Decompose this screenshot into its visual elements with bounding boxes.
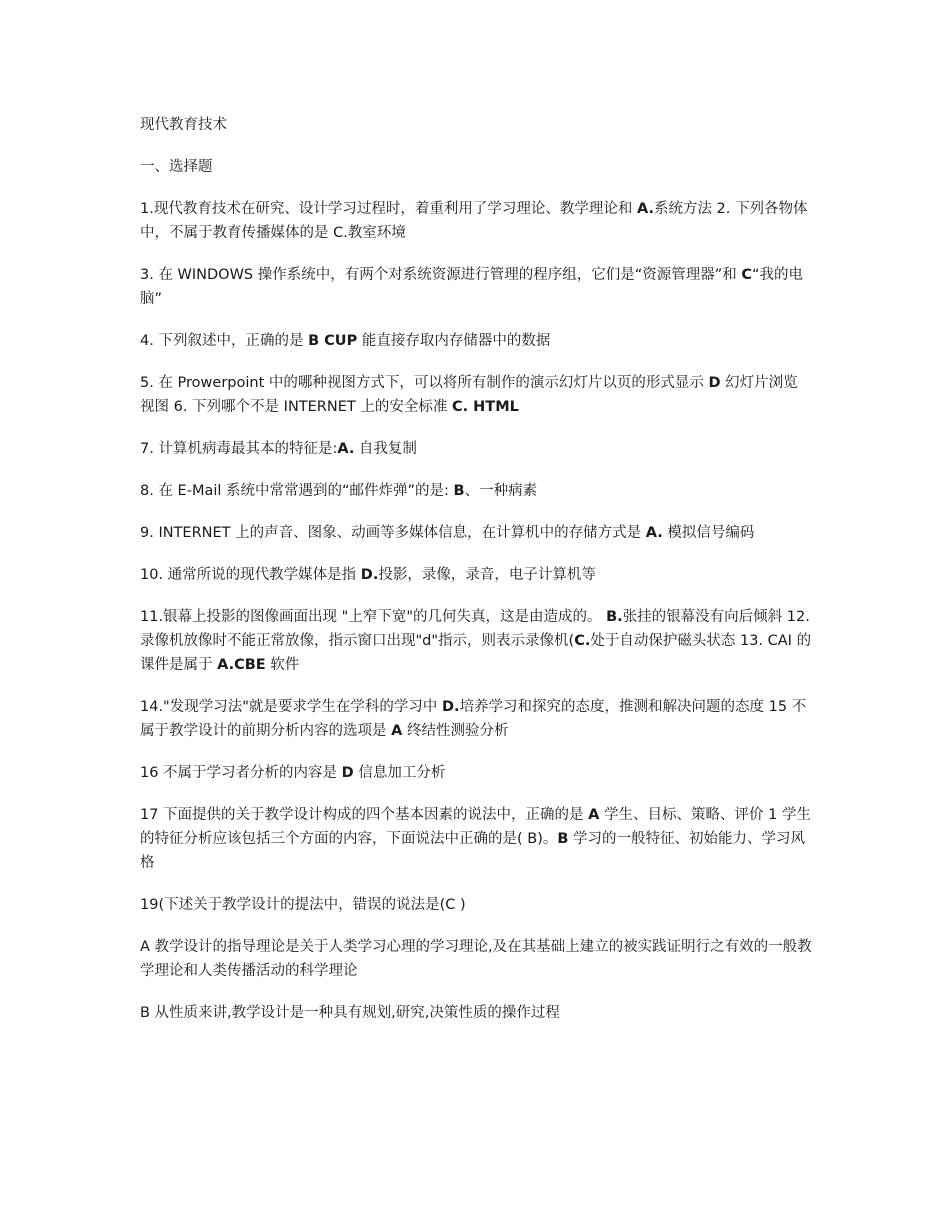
- question-paragraph-q14-15: [140, 695, 812, 743]
- question-text: 8. 在 E-Mail 系统中常常遇到的“邮件炸弹”的是:: [140, 483, 454, 499]
- answer-label: A: [588, 807, 600, 823]
- answer-label: A.: [645, 525, 663, 541]
- answer-label: C. HTML: [451, 399, 519, 415]
- question-text: 投影，录像，录音，电子计算机等: [378, 567, 596, 583]
- question-text: 16 不属于学习者分析的内容是: [140, 765, 342, 781]
- question-text: 幻灯片浏览视图 6. 下列哪个不是 INTERNET 上的安全标准: [140, 375, 798, 415]
- question-text: 模拟信号编码: [662, 525, 755, 541]
- answer-label: D: [341, 765, 354, 781]
- question-text: 17 下面提供的关于教学设计构成的四个基本因素的说法中，正确的是: [140, 807, 589, 823]
- question-paragraph-q1-2: [140, 197, 812, 245]
- answer-label: C.: [574, 633, 591, 649]
- question-text: 11.银幕上投影的图像画面出现 "上窄下宽"的几何失真，这是由造成的。: [140, 609, 607, 625]
- question-text: 学习的一般特征、初始能力、学习风格: [140, 831, 806, 871]
- answer-label: A.: [337, 441, 355, 457]
- question-text: A 教学设计的指导理论是关于人类学习心理的学习理论,及在其基础上建立的被实践证明行之有效的一般教学理论和人类传播活动的科学理论: [140, 939, 812, 979]
- document-page: [140, 113, 812, 1043]
- answer-label: D: [708, 375, 721, 391]
- question-paragraph-q11-13: [140, 605, 812, 677]
- question-paragraph-q8: [140, 479, 812, 503]
- question-text: 、一种病素: [464, 483, 538, 499]
- question-paragraph-q10: [140, 563, 812, 587]
- answer-label: D.: [360, 567, 379, 583]
- question-text: 系统方法 2. 下列各物体中，不属于教育传播媒体的是 C.教室环境: [140, 201, 808, 241]
- question-paragraph-q4: [140, 329, 812, 353]
- question-text: 终结性测验分析: [402, 723, 509, 739]
- question-text: 3. 在 WINDOWS 操作系统中，有两个对系统资源进行管理的程序组，它们是“资源管理器”和: [140, 267, 742, 283]
- question-text: 9. INTERNET 上的声音、图象、动画等多媒体信息，在计算机中的存储方式是: [140, 525, 646, 541]
- question-text: 能直接存取内存储器中的数据: [357, 333, 551, 349]
- question-paragraph-q16: [140, 761, 812, 785]
- question-text: 7. 计算机病毒最其本的特征是:: [140, 441, 338, 457]
- question-paragraph-q19-b: [140, 1001, 812, 1025]
- question-text: 4. 下列叙述中，正确的是: [140, 333, 309, 349]
- question-text: 自我复制: [354, 441, 417, 457]
- question-text: 1.现代教育技术在研究、设计学习过程时，着重利用了学习理论、教学理论和: [140, 201, 637, 217]
- question-paragraph-q19: [140, 893, 812, 917]
- question-text: 处于自动保护磁头状态 13. CAI 的课件是属于: [140, 633, 812, 673]
- answer-label: D.: [442, 699, 460, 715]
- question-text: 14."发现学习法"就是要求学生在学科的学习中: [140, 699, 443, 715]
- question-text: 培养学习和探究的态度，推测和解决问题的态度 15 不属于教学设计的前期分析内容的选项是: [140, 699, 807, 739]
- answer-label: B.: [606, 609, 623, 625]
- question-text: “我的电脑”: [140, 267, 804, 307]
- answer-label: A.CBE: [217, 657, 266, 673]
- answer-label: B: [453, 483, 465, 499]
- question-text: 10. 通常所说的现代教学媒体是指: [140, 567, 361, 583]
- question-text: 5. 在 Prowerpoint 中的哪种视图方式下，可以将所有制作的演示幻灯片以页的形式显示: [140, 375, 709, 391]
- question-text: 19(下述关于教学设计的提法中，错误的说法是(C ): [140, 897, 466, 913]
- question-text: 软件: [265, 657, 300, 673]
- question-text: 信息加工分析: [353, 765, 446, 781]
- section-heading: 一、选择题: [140, 159, 213, 175]
- question-list: [140, 197, 812, 1025]
- answer-label: A.: [636, 201, 654, 217]
- answer-label: C: [741, 267, 753, 283]
- answer-label: A: [391, 723, 403, 739]
- question-paragraph-q5-6: [140, 371, 812, 419]
- question-paragraph-q17-18: [140, 803, 812, 875]
- document-title: 现代教育技术: [140, 117, 227, 133]
- answer-label: B CUP: [308, 333, 358, 349]
- question-paragraph-q9: [140, 521, 812, 545]
- answer-label: B: [557, 831, 569, 847]
- question-text: B 从性质来讲,教学设计是一种具有规划,研究,决策性质的操作过程: [140, 1005, 560, 1021]
- question-text: 张挂的银幕没有向后倾斜 12. 录像机放像时不能正常放像，指示窗口出现"d"指示，则表示录像机(: [140, 609, 810, 649]
- question-paragraph-q19-a: [140, 935, 812, 983]
- question-paragraph-q7: [140, 437, 812, 461]
- question-text: 学生、目标、策略、评价 1 学生的特征分析应该包括三个方面的内容，下面说法中正确的是( B)。: [140, 807, 811, 847]
- question-paragraph-q3: [140, 263, 812, 311]
